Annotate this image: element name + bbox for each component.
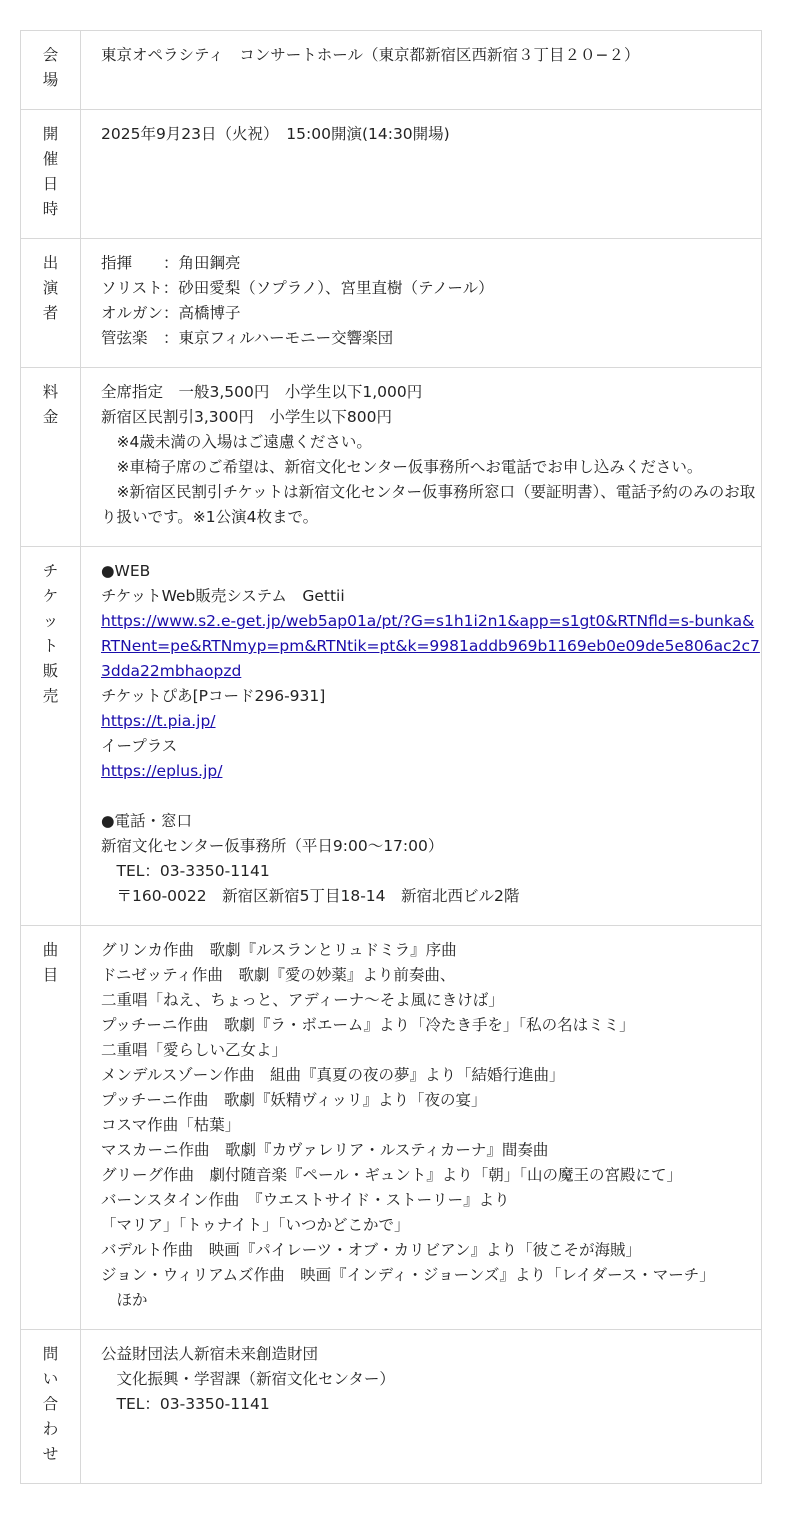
performers-label: 出演者 [42, 254, 59, 322]
date-time-label: 開催日時 [42, 125, 59, 218]
price-row [21, 368, 762, 547]
date-time-text-line: 2025年9月23日（火祝） 15:00開演(14:30開場) [101, 125, 450, 143]
program-text-line: 二重唱「愛らしい乙女よ」 [101, 1041, 288, 1059]
inquiry-text-line: TEL：03-3350-1141 [101, 1395, 270, 1413]
ticket-sales-text-line: TEL：03-3350-1141 [101, 862, 270, 880]
program-text-line: コスマ作曲「枯葉」 [101, 1116, 241, 1134]
ticket-sales-link[interactable]: https://eplus.jp/ [101, 762, 223, 780]
ticket-sales-link-line [101, 609, 761, 684]
performers-text-line: オルガン：高橋博子 [101, 304, 241, 322]
ticket-sales-link-line [101, 709, 761, 734]
inquiry-text-line: 文化振興・学習課（新宿文化センター） [101, 1370, 395, 1388]
program-text-line: バーンスタイン作曲 『ウエストサイド・ストーリー』より [101, 1191, 510, 1209]
ticket-sales-text-line: ●電話・窓口 [101, 812, 193, 830]
venue-label: 会場 [42, 46, 59, 89]
program-text-line: ジョン・ウィリアムズ作曲 映画『インディ・ジョーンズ』より「レイダース・マーチ」 [101, 1266, 715, 1284]
price-label-cell [21, 368, 81, 547]
ticket-sales-text-line: ●WEB [101, 562, 151, 580]
event-info-body [21, 31, 762, 1484]
inquiry-content-cell [81, 1330, 762, 1484]
ticket-sales-label: チケット販売 [42, 562, 59, 705]
price-text-line: 新宿区民割引3,300円 小学生以下800円 [101, 408, 392, 426]
ticket-sales-text-line: 新宿文化センター仮事務所（平日9:00～17:00） [101, 837, 444, 855]
ticket-sales-text-line: イープラス [101, 737, 178, 755]
performers-text-line: 管弦楽 ：東京フィルハーモニー交響楽団 [101, 329, 394, 347]
program-label: 曲目 [42, 941, 59, 984]
program-text-line: バデルト作曲 映画『パイレーツ・オブ・カリビアン』より「彼こそが海賊」 [101, 1241, 642, 1259]
ticket-sales-text-line: 〒160-0022 新宿区新宿5丁目18-14 新宿北西ビル2階 [101, 887, 520, 905]
venue-label-cell [21, 31, 81, 110]
program-text-line: メンデルスゾーン作曲 組曲『真夏の夜の夢』より「結婚行進曲」 [101, 1066, 565, 1084]
venue-text-line: 東京オペラシティ コンサートホール（東京都新宿区西新宿３丁目２０−２） [101, 46, 640, 64]
ticket-sales-text-line: チケットぴあ[Pコード296-931] [101, 687, 326, 705]
ticket-sales-label-cell [21, 547, 81, 926]
performers-label-cell [21, 239, 81, 368]
price-text-line: ※4歳未満の入場はご遠慮ください。 [101, 433, 372, 451]
ticket-sales-row [21, 547, 762, 926]
performers-text-line: 指揮 ：角田鋼亮 [101, 254, 241, 272]
program-text-line: 「マリア」「トゥナイト」「いつかどこかで」 [101, 1216, 410, 1234]
price-text-line: ※新宿区民割引チケットは新宿文化センター仮事務所窓口（要証明書）、電話予約のみのお取り扱いです。※1公演4枚まで。 [101, 483, 756, 526]
ticket-sales-text-line [101, 784, 761, 809]
program-text-line: プッチーニ作曲 歌劇『妖精ヴィッリ』より「夜の宴」 [101, 1091, 487, 1109]
program-text-line: 二重唱「ねえ、ちょっと、アディーナ～そよ風にきけば」 [101, 991, 504, 1009]
program-content-cell [81, 926, 762, 1330]
program-text-line: マスカーニ作曲 歌劇『カヴァレリア・ルスティカーナ』間奏曲 [101, 1141, 549, 1159]
price-label: 料金 [42, 383, 59, 426]
program-row [21, 926, 762, 1330]
performers-text-line: ソリスト：砂田愛梨（ソプラノ）、宮里直樹（テノール） [101, 279, 494, 297]
inquiry-row [21, 1330, 762, 1484]
ticket-sales-link-line [101, 759, 761, 784]
venue-row [21, 31, 762, 110]
program-text-line: ドニゼッティ作曲 歌劇『愛の妙薬』より前奏曲、 [101, 966, 456, 984]
ticket-sales-text-line: チケットWeb販売システム Gettii [101, 587, 345, 605]
date-time-content-cell [81, 110, 762, 239]
inquiry-text-line: 公益財団法人新宿未来創造財団 [101, 1345, 319, 1363]
inquiry-label-cell [21, 1330, 81, 1484]
program-text-line: グリーグ作曲 劇付随音楽『ペール・ギュント』より「朝」「山の魔王の宮殿にて」 [101, 1166, 682, 1184]
program-text-line: グリンカ作曲 歌劇『ルスランとリュドミラ』序曲 [101, 941, 457, 959]
venue-content-cell [81, 31, 762, 110]
program-text-line: ほか [101, 1291, 148, 1309]
inquiry-label: 問い合わせ [42, 1345, 59, 1463]
event-info-table [20, 30, 762, 1484]
performers-row [21, 239, 762, 368]
program-label-cell [21, 926, 81, 1330]
price-text-line: ※車椅子席のご希望は、新宿文化センター仮事務所へお電話でお申し込みください。 [101, 458, 703, 476]
ticket-sales-link[interactable]: https://t.pia.jp/ [101, 712, 216, 730]
ticket-sales-content-cell [81, 547, 762, 926]
ticket-sales-link[interactable]: https://www.s2.e-get.jp/web5ap01a/pt/?G=s1h1i2n1&app=s1gt0&RTNfld=s-bunka&RTNent=pe&RTNmyp=pm&RTNtik=pt&k=9981addb969b1169eb0e09de5e806ac2c73dda22mbhaopzd [101, 612, 760, 680]
performers-content-cell [81, 239, 762, 368]
date-time-label-cell [21, 110, 81, 239]
date-time-row [21, 110, 762, 239]
program-text-line: プッチーニ作曲 歌劇『ラ・ボエーム』より「冷たき手を」「私の名はミミ」 [101, 1016, 635, 1034]
price-text-line: 全席指定 一般3,500円 小学生以下1,000円 [101, 383, 423, 401]
price-content-cell [81, 368, 762, 547]
